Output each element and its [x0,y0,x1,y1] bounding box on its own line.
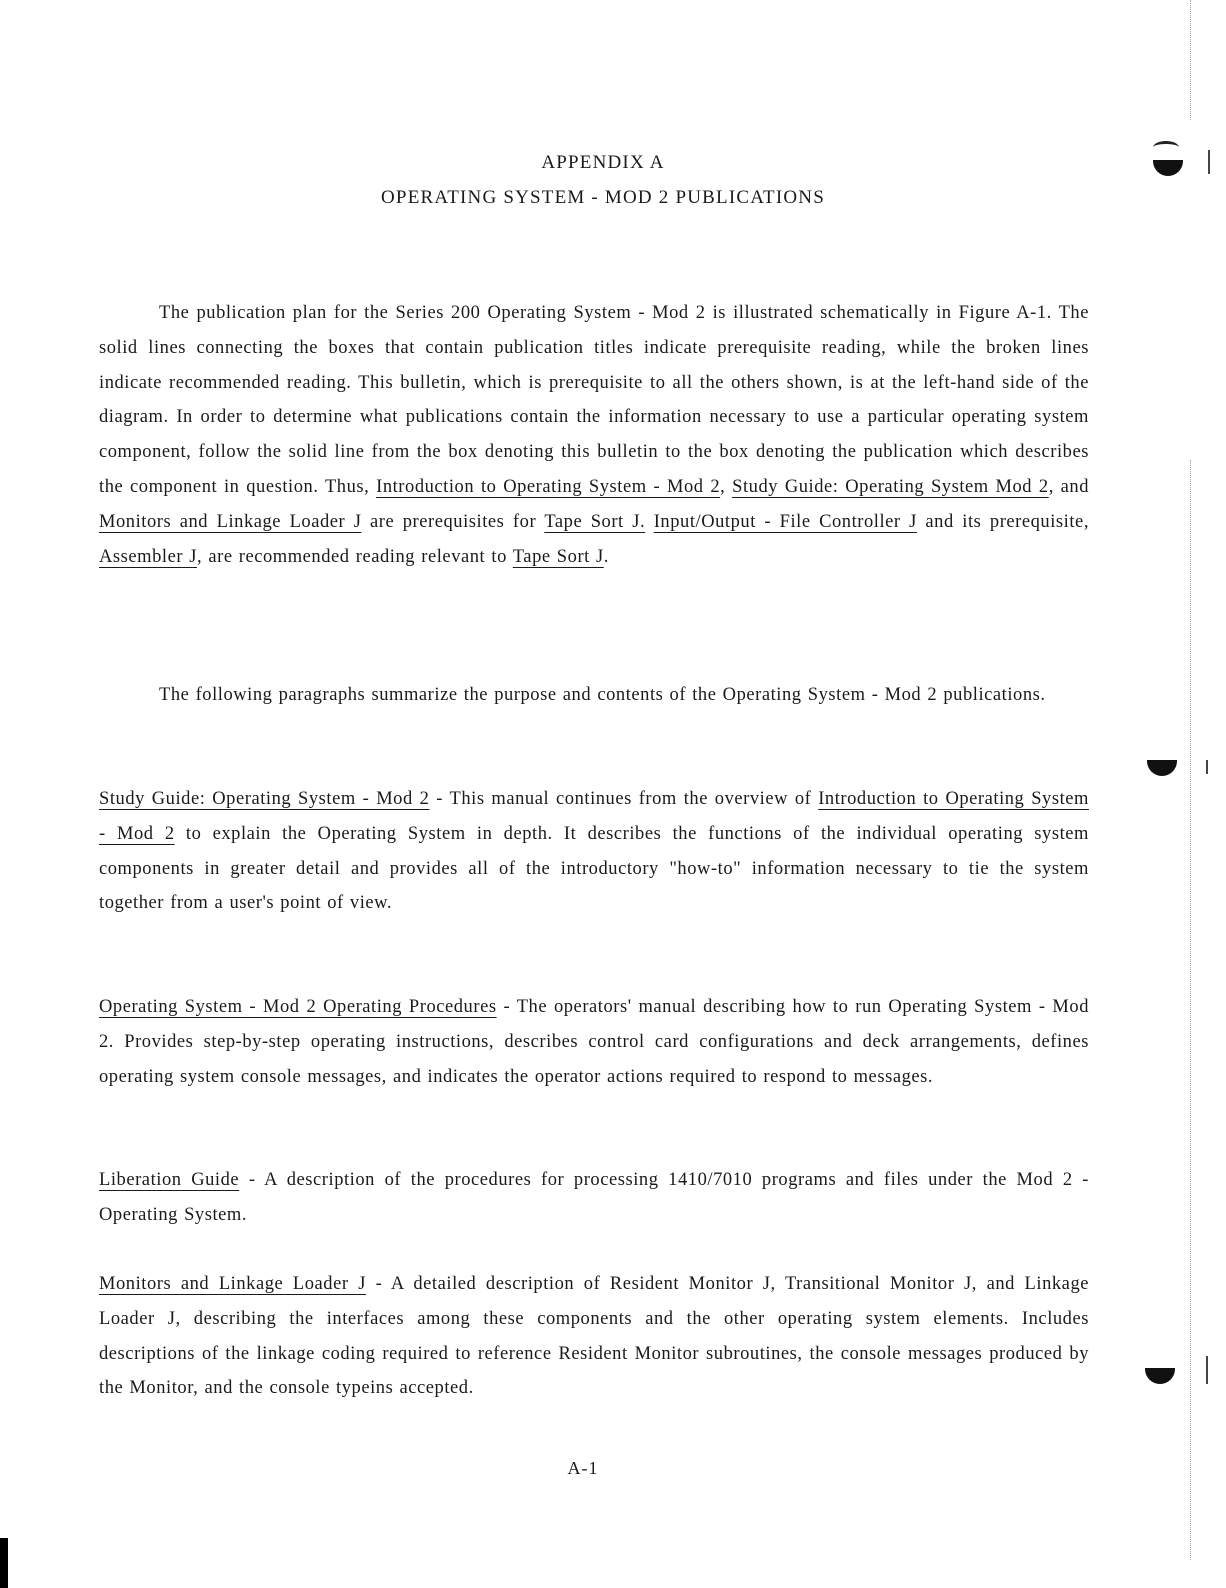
edge-mark [1208,150,1210,174]
binder-hole [1145,1368,1175,1384]
ref-introduction-to-operating-system: Introduction to Operating System - Mod 2 [376,476,721,497]
entry-operating-procedures: Operating System - Mod 2 Operating Procedures - The operators' manual describing how to run Operating System - Mod 2. Provides step-by-step operating instructions, describes control card configurations and deck arrangements, defines operating system console messages, and indicates the operator actions required to respond to messages. [99,997,1089,1087]
ref-study-guide: Study Guide: Operating System Mod 2 [732,476,1049,497]
page-title: OPERATING SYSTEM - MOD 2 PUBLICATIONS [381,187,825,208]
entry-liberation-guide: Liberation Guide - A description of the procedures for processing 1410/7010 programs and files under the Mod 2 - Operating System. [99,1170,1089,1225]
entry-title: Study Guide: Operating System - Mod 2 [99,789,430,809]
edge-speckle [1190,0,1192,120]
edge-speckle [1190,460,1192,1560]
edge-mark [1206,760,1208,774]
entry-study-guide: Study Guide: Operating System - Mod 2 - This manual continues from the overview of Introduction to Operating System - Mod 2 to explain the Operating System in depth. It describes the functions of the individual operating system components in greater detail and provides all of the introductory "how-to" information necessary to tie the system together from a user's point of view. [99,789,1089,914]
ref-assembler: Assembler J [99,546,197,567]
ref-input-output-file-controller: Input/Output - File Controller J [653,511,917,532]
binder-hole [1147,760,1177,776]
scan-corner-mark [0,1538,8,1588]
ref-monitors-and-linkage-loader: Monitors and Linkage Loader J [99,511,362,532]
page-number: A-1 [567,1458,599,1478]
entry-title: Liberation Guide [99,1170,240,1190]
entry-title: Monitors and Linkage Loader J [99,1274,366,1294]
intro-paragraph: The publication plan for the Series 200 Operating System - Mod 2 is illustrated schematically in Figure A-1. The solid lines connecting the boxes that contain publication titles indicate prerequisite reading, while the broken lines indicate recommended reading. This bulletin, which is prerequisite to all the others shown, is at the left-hand side of the diagram. In order to determine what publications contain the information necessary to use a particular operating system component, follow the solid line from the box denoting this bulletin to the box denoting the publication which describes the component in question. Thus, Introduction to Operating System - Mod 2, Study Guide: Operating System Mod 2, and Monitors and Linkage Loader J are prerequisites for Tape Sort J. Input/Output - File Controller J and its prerequisite, Assembler J, are recommended reading relevant to Tape Sort J. [99,303,1090,567]
summary-intro-paragraph: The following paragraphs summarize the purpose and contents of the Operating System - Mod 2 publications. [159,685,1046,705]
appendix-label: APPENDIX A [541,152,665,173]
ref-introduction-to-operating-system-2: Introduction to Operating System - Mod 2 [99,789,1089,844]
edge-mark [1206,1356,1208,1384]
entry-monitors: Monitors and Linkage Loader J - A detailed description of Resident Monitor J, Transitional Monitor J, and Linkage Loader J, describing the interfaces among these components and the other operating system elements. Includes descriptions of the linkage coding required to reference Resident Monitor subroutines, the console messages produced by the Monitor, and the console typeins accepted. [99,1274,1089,1399]
entry-title: Operating System - Mod 2 Operating Procedures [99,997,497,1017]
ref-tape-sort-2: Tape Sort J [512,546,604,567]
binder-hole-arc [1153,141,1179,154]
ref-tape-sort: Tape Sort J. [544,511,646,532]
